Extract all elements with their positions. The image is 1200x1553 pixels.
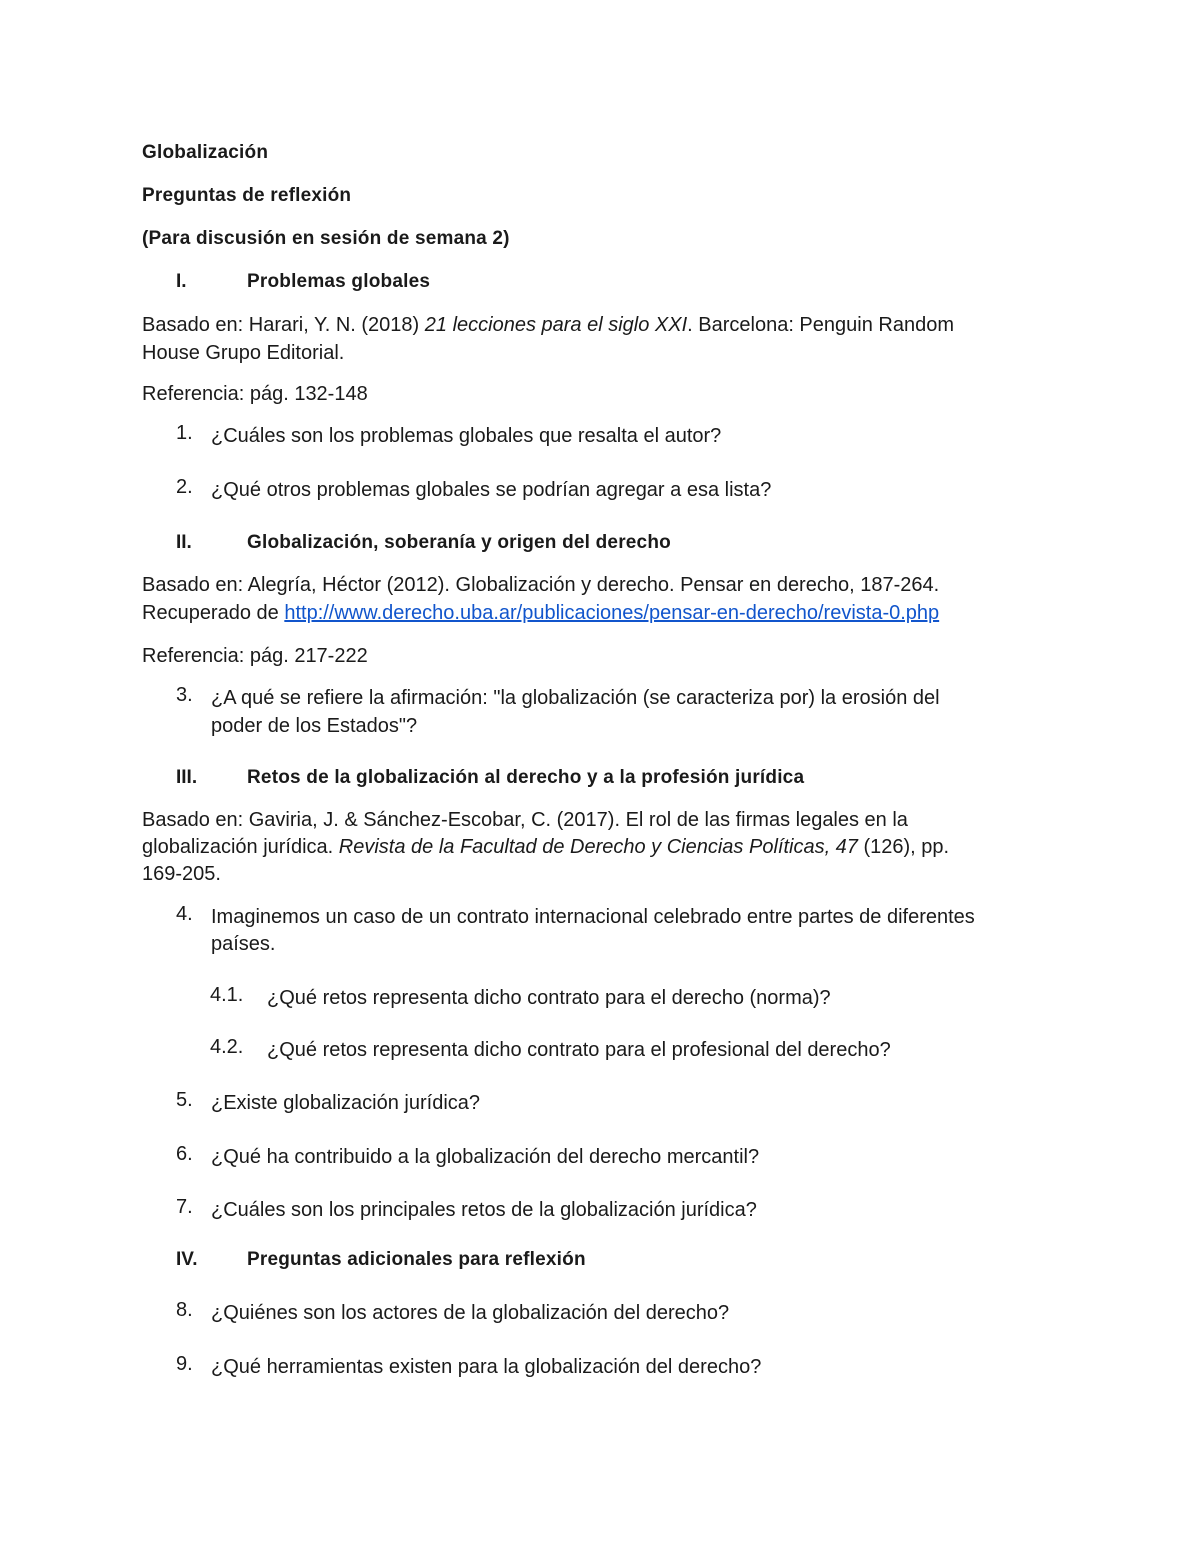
question-3-number: 3. xyxy=(176,684,193,706)
question-4-2-number: 4.2. xyxy=(210,1036,244,1058)
section-3-heading: Retos de la globalización al derecho y a la profesión jurídica xyxy=(247,767,805,788)
question-7: ¿Cuáles son los principales retos de la globalización jurídica? xyxy=(211,1199,757,1221)
question-9-number: 9. xyxy=(176,1353,193,1375)
section-3-source-line1: Basado en: Gaviria, J. & Sánchez-Escobar, C. (2017). El rol de las firmas legales en la xyxy=(142,809,908,831)
section-1-source-line1 xyxy=(142,311,954,339)
source-text: . Barcelona: Penguin Random xyxy=(687,314,954,336)
question-4-2: ¿Qué retos representa dicho contrato para el profesional del derecho? xyxy=(267,1039,891,1061)
section-2-reference: Referencia: pág. 217-222 xyxy=(142,645,368,667)
question-1-number: 1. xyxy=(176,422,193,444)
section-2-heading: Globalización, soberanía y origen del derecho xyxy=(247,532,671,553)
book-title: 21 lecciones para el siglo XXI xyxy=(424,314,688,336)
section-1-source-line2: House Grupo Editorial. xyxy=(142,342,345,364)
section-4-number: IV. xyxy=(176,1249,198,1270)
question-6: ¿Qué ha contribuido a la globalización del derecho mercantil? xyxy=(211,1146,760,1168)
question-6-number: 6. xyxy=(176,1143,193,1165)
section-2-source-line2 xyxy=(142,599,939,627)
question-2: ¿Qué otros problemas globales se podrían agregar a esa lista? xyxy=(211,479,772,501)
question-4-line2: países. xyxy=(211,933,276,955)
source-text: (126), pp. xyxy=(857,836,950,858)
source-text: Recuperado de xyxy=(142,602,285,624)
section-1-reference: Referencia: pág. 132-148 xyxy=(142,383,368,405)
question-3-line1: ¿A qué se refiere la afirmación: "la globalización (se caracteriza por) la erosión del xyxy=(211,687,940,709)
question-5: ¿Existe globalización jurídica? xyxy=(211,1092,481,1114)
section-4-heading: Preguntas adicionales para reflexión xyxy=(247,1249,586,1270)
section-2-source-line1: Basado en: Alegría, Héctor (2012). Globalización y derecho. Pensar en derecho, 187-264. xyxy=(142,574,940,596)
section-2-number: II. xyxy=(176,532,192,553)
document-title: Globalización xyxy=(142,142,269,163)
source-text: globalización jurídica. xyxy=(142,836,339,858)
session-note: (Para discusión en sesión de semana 2) xyxy=(142,228,510,249)
question-8: ¿Quiénes son los actores de la globalización del derecho? xyxy=(211,1302,730,1324)
source-url-link[interactable]: http://www.derecho.uba.ar/publicaciones/pensar-en-derecho/revista-0.php xyxy=(284,602,940,624)
question-9: ¿Qué herramientas existen para la globalización del derecho? xyxy=(211,1356,762,1378)
section-3-number: III. xyxy=(176,767,198,788)
section-3-source-line3: 169-205. xyxy=(142,863,221,885)
question-2-number: 2. xyxy=(176,476,193,498)
section-1-heading: Problemas globales xyxy=(247,271,431,292)
question-4-number: 4. xyxy=(176,903,193,925)
question-8-number: 8. xyxy=(176,1299,193,1321)
question-5-number: 5. xyxy=(176,1089,193,1111)
source-text: Basado en: Harari, Y. N. (2018) xyxy=(142,314,425,336)
question-7-number: 7. xyxy=(176,1196,193,1218)
question-4-1-number: 4.1. xyxy=(210,984,244,1006)
question-4-line1: Imaginemos un caso de un contrato internacional celebrado entre partes de diferentes xyxy=(211,906,975,928)
section-3-source-line2 xyxy=(142,833,949,861)
document-subtitle: Preguntas de reflexión xyxy=(142,185,352,206)
journal-title: Revista de la Facultad de Derecho y Ciencias Políticas, 47 xyxy=(338,836,858,858)
question-4-1: ¿Qué retos representa dicho contrato para el derecho (norma)? xyxy=(267,987,831,1009)
question-1: ¿Cuáles son los problemas globales que resalta el autor? xyxy=(211,425,722,447)
question-3-line2: poder de los Estados"? xyxy=(211,715,418,737)
section-1-number: I. xyxy=(176,271,187,292)
